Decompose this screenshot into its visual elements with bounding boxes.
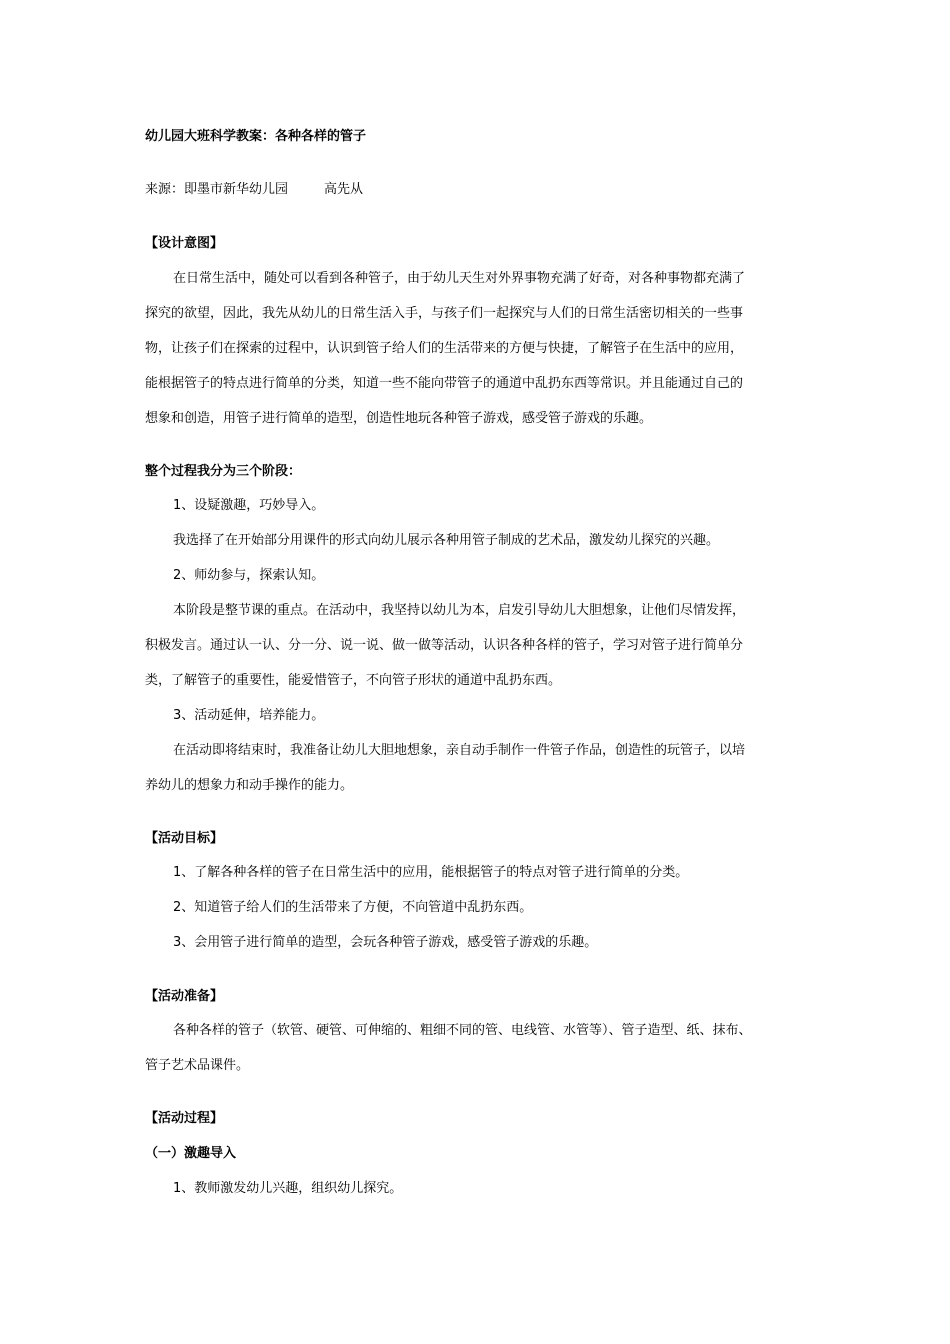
stage-2-title: 2、师幼参与，探索认知。: [173, 568, 325, 583]
source-label: 来源：即墨市新华幼儿园: [145, 182, 289, 197]
stage-2-line: 类，了解管子的重要性，能爱惜管子，不向管子形状的通道中乱扔东西。: [145, 673, 562, 688]
prep-line: 各种各样的管子（软管、硬管、可伸缩的、粗细不同的管、电线管、水管等）、管子造型、纸、抹布、: [173, 1023, 752, 1038]
goal-item: 2、知道管子给人们的生活带来了方便，不向管道中乱扔东西。: [173, 900, 533, 915]
document-title: 幼儿园大班科学教案：各种各样的管子: [145, 129, 367, 144]
design-line: 探究的欲望，因此，我先从幼儿的日常生活入手，与孩子们一起探究与人们的日常生活密切相关的一些事: [145, 306, 744, 321]
design-line: 物，让孩子们在探索的过程中，认识到管子给人们的生活带来的方便与快捷，了解管子在生活中的应用，: [145, 341, 744, 356]
source-author: 高先从: [324, 182, 364, 197]
process-heading: 【活动过程】: [145, 1111, 224, 1126]
stage-1-title: 1、设疑激趣，巧妙导入。: [173, 498, 325, 513]
design-line: 能根据管子的特点进行简单的分类，知道一些不能向带管子的通道中乱扔东西等常识。并且能通过自己的: [145, 376, 744, 391]
stages-heading: 整个过程我分为三个阶段：: [145, 464, 302, 479]
stage-3-line: 在活动即将结束时，我准备让幼儿大胆地想象，亲自动手制作一件管子作品，创造性的玩管子，以培: [173, 743, 746, 758]
stage-3-title: 3、活动延伸，培养能力。: [173, 708, 325, 723]
stage-2-line: 积极发言。通过认一认、分一分、说一说、做一做等活动，认识各种各样的管子，学习对管子进行简单分: [145, 638, 744, 653]
goal-item: 3、会用管子进行简单的造型，会玩各种管子游戏，感受管子游戏的乐趣。: [173, 935, 598, 950]
process-subheading: （一）激趣导入: [145, 1146, 237, 1161]
design-line: 想象和创造，用管子进行简单的造型，创造性地玩各种管子游戏，感受管子游戏的乐趣。: [145, 411, 653, 426]
source-line: [145, 181, 363, 199]
stage-1-text: 我选择了在开始部分用课件的形式向幼儿展示各种用管子制成的艺术品，激发幼儿探究的兴趣。: [173, 533, 720, 548]
goal-item: 1、了解各种各样的管子在日常生活中的应用，能根据管子的特点对管子进行简单的分类。: [173, 865, 689, 880]
prep-heading: 【活动准备】: [145, 989, 224, 1004]
stage-3-line: 养幼儿的想象力和动手操作的能力。: [145, 778, 354, 793]
goals-heading: 【活动目标】: [145, 831, 224, 846]
design-line: 在日常生活中，随处可以看到各种管子，由于幼儿天生对外界事物充满了好奇，对各种事物都充满了: [173, 271, 746, 286]
design-heading: 【设计意图】: [145, 236, 224, 251]
stage-2-line: 本阶段是整节课的重点。在活动中，我坚持以幼儿为本，启发引导幼儿大胆想象，让他们尽情发挥，: [173, 603, 746, 618]
process-item: 1、教师激发幼儿兴趣，组织幼儿探究。: [173, 1181, 403, 1196]
prep-line: 管子艺术品课件。: [145, 1058, 250, 1073]
